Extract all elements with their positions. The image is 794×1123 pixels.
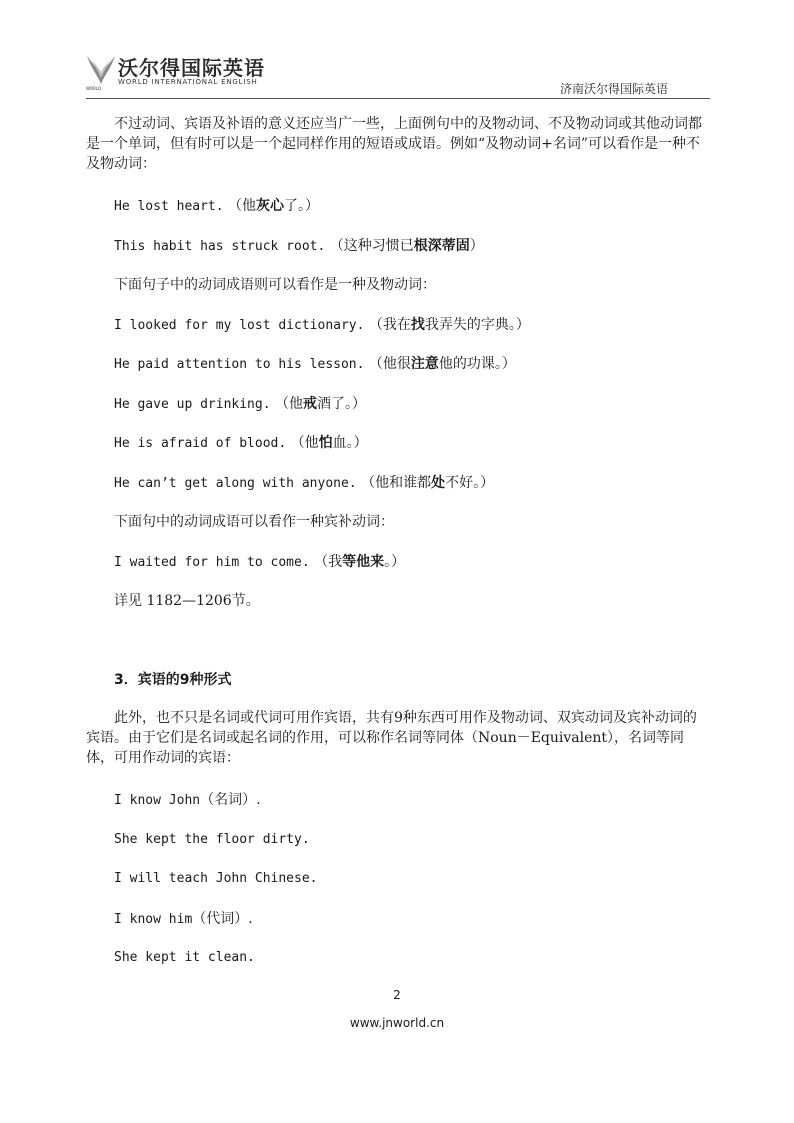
- lead-sentence-transitive: 下面句子中的动词成语则可以看作是一种及物动词：: [114, 277, 436, 293]
- wings-logo-icon: [86, 52, 116, 86]
- logo-world-text: WORLD: [86, 86, 102, 91]
- header-school-name: 济南沃尔得国际英语: [559, 82, 668, 96]
- paragraph-noun-equivalent: 此外，也不只是名词或代词可用作宾语，共有9种东西可用作及物动词、双宾动词及宾补动词的宾语。由于它们是名词或起名词的作用，可以称作名词等同体（Noun－Equivalent），名词等同体，可用作动词的宾语：: [86, 710, 697, 766]
- section-heading: 3．宾语的9种形式: [114, 672, 232, 688]
- sentence-5: She kept it clean.: [114, 950, 255, 965]
- sentence-3: I will teach John Chinese.: [114, 871, 318, 886]
- sentence-2: She kept the floor dirty.: [114, 832, 310, 847]
- example-6: He is afraid of blood. （他怕血。）: [114, 435, 368, 451]
- footer-url: www.jnworld.cn: [349, 1016, 445, 1030]
- header-divider: [86, 98, 710, 99]
- example-5: He gave up drinking. （他戒酒了。）: [114, 396, 366, 412]
- page-header: [0, 0, 794, 100]
- example-1: He lost heart. （他灰心了。）: [114, 198, 320, 214]
- sentence-4: I know him（代词）.: [114, 911, 253, 927]
- example-7: He can’t get along with anyone. （他和谁都处不好。）: [114, 475, 495, 491]
- example-3: I looked for my lost dictionary. （我在找我弄失的字典。）: [114, 317, 530, 333]
- logo-english-text: WORLD INTERNATIONAL ENGLISH: [118, 78, 258, 86]
- see-also-reference: 详见 1182—1206节。: [114, 593, 260, 609]
- lead-sentence-complement: 下面句中的动词成语可以看作一种宾补动词：: [114, 514, 394, 530]
- page-number: 2: [393, 988, 401, 1002]
- intro-paragraph: 不过动词、宾语及补语的意义还应当广一些，上面例句中的及物动词、不及物动词或其他动词都是一个单词，但有时可以是一个起同样作用的短语或成语。例如“及物动词+名词”可以看作是一种不及物动词：: [86, 116, 702, 172]
- logo-chinese-text: 沃尔得国际英语: [118, 56, 265, 80]
- sentence-1: I know John（名词）.: [114, 792, 261, 808]
- logo: [86, 50, 286, 94]
- example-2: This habit has struck root. （这种习惯已根深蒂固）: [114, 238, 484, 254]
- example-4: He paid attention to his lesson. （他很注意他的功课。）: [114, 356, 516, 372]
- example-8: I waited for him to come. （我等他来。）: [114, 554, 406, 570]
